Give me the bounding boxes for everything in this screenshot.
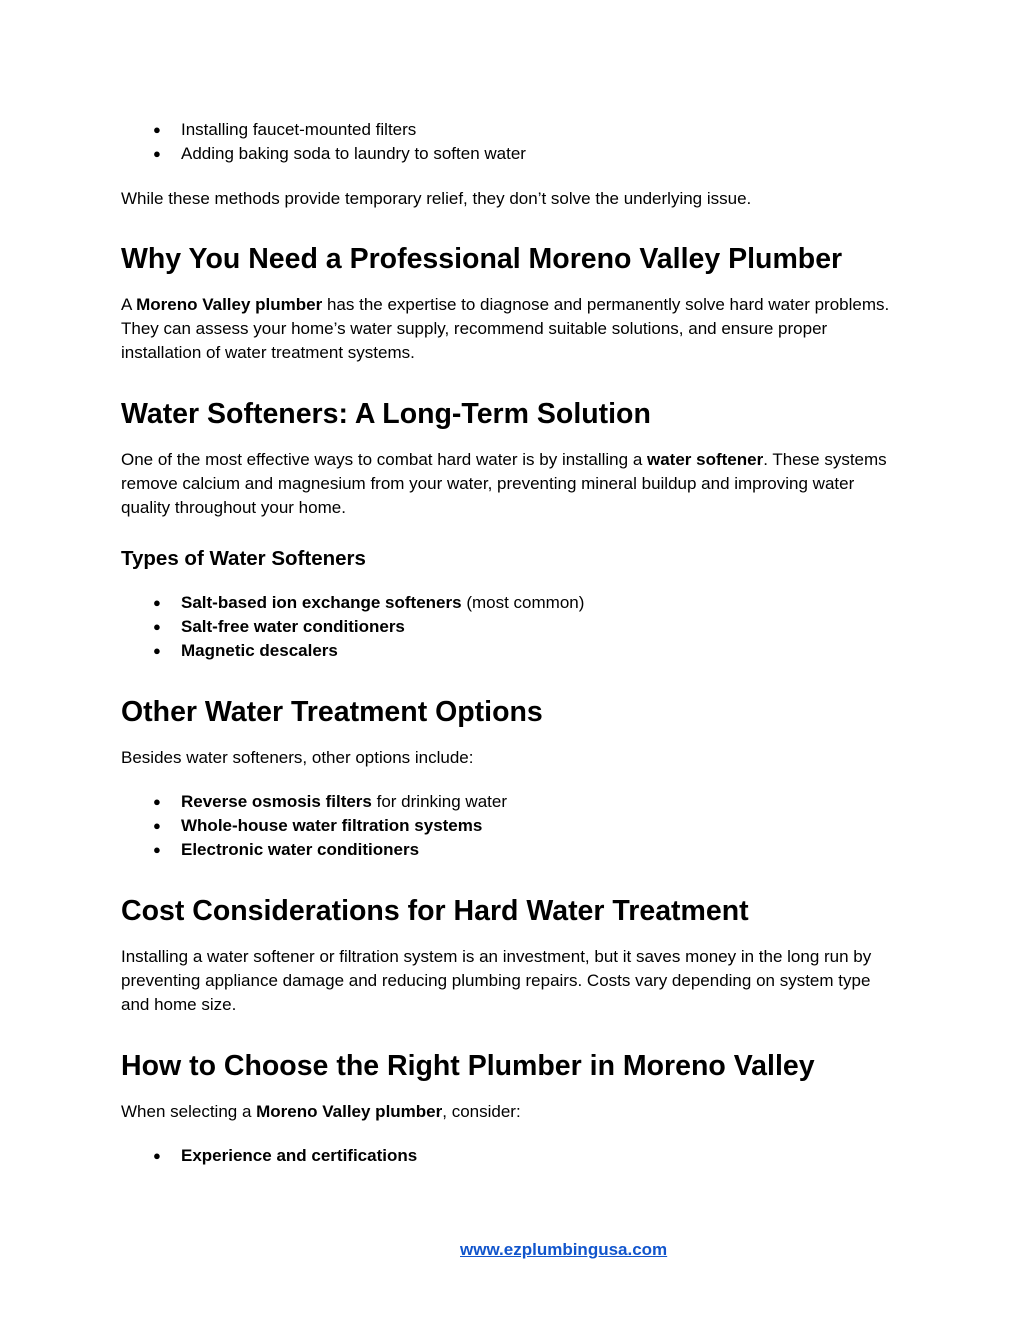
list-item: ● Installing faucet-mounted filters <box>121 118 901 142</box>
list-item: ● Whole-house water filtration systems <box>121 814 901 838</box>
list-item: ● Experience and certifications <box>121 1144 901 1168</box>
bullet-icon: ● <box>153 618 161 634</box>
section-heading-cost: Cost Considerations for Hard Water Treatment <box>121 894 749 927</box>
list-item: ● Salt-based ion exchange softeners (most common) <box>121 591 901 615</box>
list-item: ● Electronic water conditioners <box>121 838 901 862</box>
section-heading-other-options: Other Water Treatment Options <box>121 695 543 728</box>
bullet-icon: ● <box>153 594 161 610</box>
section-heading-choose-plumber: How to Choose the Right Plumber in Moreno Valley <box>121 1049 815 1082</box>
list-item: ● Magnetic descalers <box>121 639 901 663</box>
cost-paragraph: Installing a water softener or filtration system is an investment, but it saves money in the long run by preventing appliance damage and reducing plumbing repairs. Costs vary depending on system type and home size. <box>121 946 872 1015</box>
bullet-icon: ● <box>153 793 161 809</box>
bullet-icon: ● <box>153 643 161 659</box>
softener-types-list <box>121 591 901 664</box>
section-heading-professional-plumber: Why You Need a Professional Moreno Valley Plumber <box>121 242 843 275</box>
other-options-paragraph: Besides water softeners, other options include: <box>121 747 474 767</box>
bullet-icon: ● <box>153 842 161 858</box>
bullet-icon: ● <box>153 122 161 137</box>
professional-plumber-paragraph: A Moreno Valley plumber has the expertise to diagnose and permanently solve hard water problems. They can assess your home’s water supply, recommend suitable solutions, and ensure proper installation of water treatment systems. <box>121 294 890 363</box>
other-options-list <box>121 790 901 863</box>
subheading-types-of-softeners: Types of Water Softeners <box>121 546 366 570</box>
list-item: ● Reverse osmosis filters for drinking water <box>121 790 901 814</box>
intro-paragraph: While these methods provide temporary relief, they don’t solve the underlying issue. <box>121 188 752 208</box>
bullet-icon: ● <box>153 146 161 162</box>
bullet-icon: ● <box>153 818 161 834</box>
list-item: ● Salt-free water conditioners <box>121 615 901 639</box>
water-softeners-paragraph: One of the most effective ways to combat hard water is by installing a water softener. These systems remove calcium and magnesium from your water, preventing mineral buildup and improving water quality throughout your home. <box>121 449 887 518</box>
section-heading-water-softeners: Water Softeners: A Long-Term Solution <box>121 397 651 430</box>
list-item: ● Adding baking soda to laundry to soften water <box>121 142 901 166</box>
choose-plumber-paragraph: When selecting a Moreno Valley plumber, consider: <box>121 1101 521 1121</box>
choose-plumber-list <box>121 1144 901 1168</box>
intro-list <box>121 118 901 167</box>
document-page <box>121 118 901 1168</box>
bullet-icon: ● <box>153 1147 161 1163</box>
footer-website-link[interactable]: www.ezplumbingusa.com <box>460 1240 668 1259</box>
